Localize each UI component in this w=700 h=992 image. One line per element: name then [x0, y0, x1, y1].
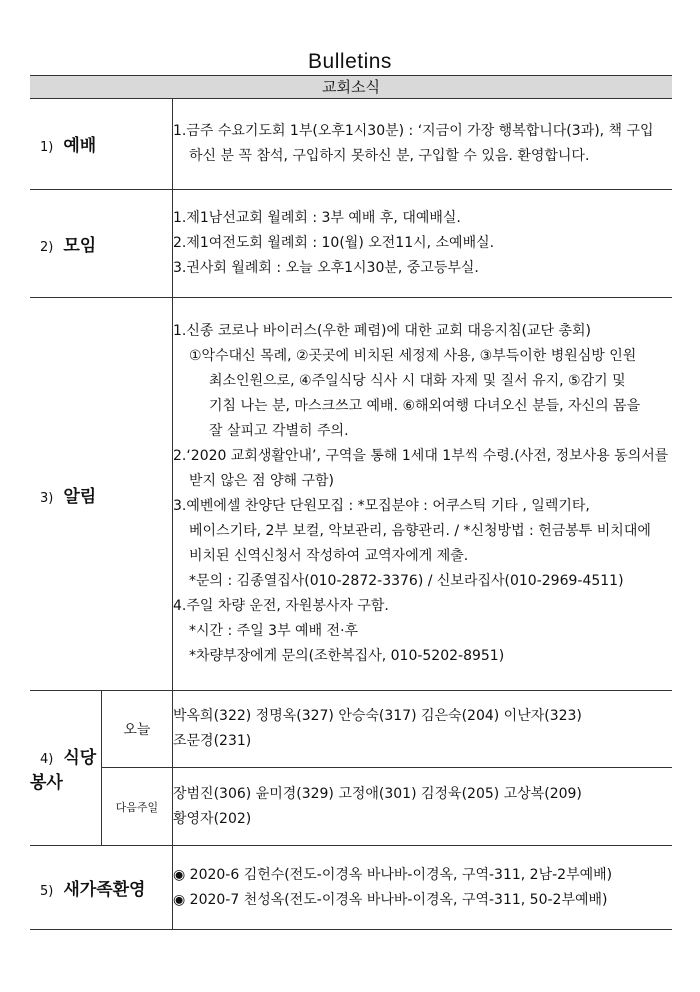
content-line: ◉ 2020-7 천성옥(전도-이경옥 바나바-이경옥, 구역-311, 50-2부예배)	[173, 891, 608, 908]
section-label: 알림	[63, 486, 97, 507]
section-label: 모임	[63, 236, 97, 256]
dining-label-cell	[30, 691, 101, 846]
welcome-content	[173, 846, 673, 930]
content-line: *차량부장에게 문의(조한복집사, 010-5202-8951)	[189, 648, 505, 664]
dining-today-label: 오늘	[101, 691, 172, 768]
worship-content	[173, 98, 673, 190]
section-number: 2)	[40, 240, 54, 255]
content-line: ①악수대신 목례, ②곳곳에 비치된 세정제 사용, ③부득이한 병원심방 인원	[189, 348, 637, 364]
section-number: 3)	[40, 490, 54, 506]
notices-content	[173, 298, 673, 691]
content-line: 비치된 신역신청서 작성하여 교역자에게 제출.	[189, 548, 469, 564]
section-header: 교회소식	[30, 75, 672, 99]
content-line: 4.주일 차량 운전, 자원봉사자 구함.	[173, 598, 389, 614]
dining-today-content	[173, 691, 673, 768]
section-number: 5)	[40, 884, 54, 899]
content-line: 베이스기타, 2부 보컬, 악보관리, 음향관리. / *신청방법 : 헌금봉투 비치대에	[189, 523, 651, 539]
content-line: 잘 살피고 각별히 주의.	[209, 423, 349, 439]
dining-next-label: 다음주일	[101, 768, 172, 846]
dining-next-content	[173, 768, 673, 846]
content-line: 3.예벤에셀 찬양단 단원모집 : *모집분야 : 어쿠스틱 기타 , 일렉기타,	[173, 498, 590, 514]
welcome-row	[30, 846, 672, 930]
content-line: 하신 분 꼭 참석, 구입하지 못하신 분, 구입할 수 있음. 환영합니다.	[189, 147, 590, 164]
content-line: *시간 : 주일 3부 예배 전·후	[189, 623, 359, 639]
bulletin-table	[30, 98, 672, 930]
content-line: 1.신종 코로나 바이러스(우한 폐렴)에 대한 교회 대응지침(교단 총회)	[173, 323, 591, 339]
page-title: Bulletins	[308, 50, 392, 73]
content-line: 1.금주 수요기도회 1부(오후1시30분) : ‘지금이 가장 행복합니다(3과), 책 구입	[173, 122, 654, 139]
content-line: 기침 나는 분, 마스크쓰고 예배. ⑥해외여행 다녀오신 분들, 자신의 몸을	[209, 398, 641, 414]
notices-row	[30, 298, 672, 691]
dining-next-row	[30, 768, 672, 846]
content-line: 조문경(231)	[173, 733, 252, 749]
content-line: 장범진(306) 윤미경(329) 고정애(301) 김정육(205) 고상복(209)	[173, 785, 582, 802]
section-label: 식당봉사	[30, 748, 97, 793]
content-line: ◉ 2020-6 김헌수(전도-이경옥 바나바-이경옥, 구역-311, 2남-2부예배)	[173, 866, 613, 883]
meetings-label-cell	[30, 190, 173, 298]
section-number: 1)	[40, 140, 54, 155]
meetings-row	[30, 190, 672, 298]
content-line: 2.‘2020 교회생활안내’, 구역을 통해 1세대 1부씩 수령.(사전, 정보사용 동의서를	[173, 448, 669, 464]
content-line: *문의 : 김종열집사(010-2872-3376) / 신보라집사(010-2969-4511)	[189, 573, 624, 589]
section-label: 새가족환영	[63, 880, 146, 900]
content-line: 받지 않은 점 양해 구함)	[189, 473, 334, 489]
content-line: 박옥희(322) 정명옥(327) 안승숙(317) 김은숙(204) 이난자(323)	[173, 708, 582, 724]
worship-row	[30, 98, 672, 190]
content-line: 최소인원으로, ④주일식당 식사 시 대화 자제 및 질서 유지, ⑤감기 및	[209, 373, 626, 389]
content-line: 3.권사회 월례회 : 오늘 오후1시30분, 중고등부실.	[173, 260, 479, 276]
section-number: 4)	[40, 752, 54, 767]
welcome-label-cell	[30, 846, 173, 930]
meetings-content	[173, 190, 673, 298]
worship-label-cell	[30, 98, 173, 190]
content-line: 2.제1여전도회 월례회 : 10(월) 오전11시, 소예배실.	[173, 235, 495, 251]
content-line: 1.제1남선교회 월례회 : 3부 예배 후, 대예배실.	[173, 210, 461, 226]
notices-label-cell	[30, 298, 173, 691]
content-line: 황영자(202)	[173, 810, 252, 827]
section-label: 예배	[63, 136, 97, 156]
dining-today-row	[30, 691, 672, 768]
